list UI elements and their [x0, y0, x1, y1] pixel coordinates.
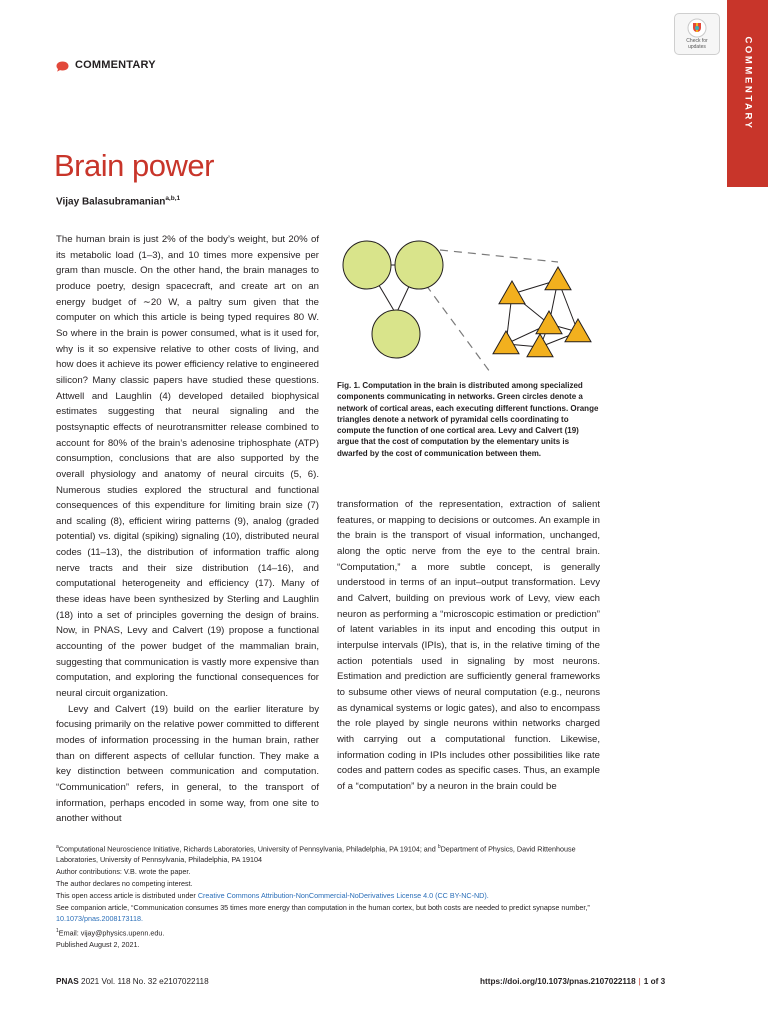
zoom-guide-line — [426, 285, 490, 372]
speech-bubble-icon — [56, 61, 69, 72]
pyramidal-cell-triangle — [499, 281, 525, 304]
companion-doi-link[interactable]: 10.1073/pnas.2008173118. — [56, 913, 143, 923]
pyramidal-cell-triangle — [527, 334, 553, 357]
affiliations-footnote: $^a$Computational Neuroscience Initiative, Richards Laboratories, University of Pennsylvania, Philadelphia, PA 19104; and $^b$Department of Physics, David Rittenhouse Laboratories, University of Pennsylvania, Philadelphia, PA 19104 — [56, 844, 576, 864]
license-footnote: This open access article is distributed under Creative Commons Attribution-NonCommercial-NoDerivatives License 4.0 (CC BY-NC-ND). — [56, 891, 489, 901]
paragraph: Levy and Calvert (19) build on the earlier literature by focusing primarily on the relative power committed to different modes of information processing in the human brain, rather than on different aspects of cellular function. They make a key distinction between communication and computation. “Communication” refers, in general, to the transport of information, perhaps encoded in some way, from one site to another without — [56, 703, 319, 825]
zoom-guide-line — [440, 250, 558, 262]
license-link[interactable]: Creative Commons Attribution-NonCommercial-NoDerivatives License 4.0 (CC BY-NC-ND). — [197, 891, 489, 901]
journal-name: PNAS — [56, 977, 79, 986]
article-title: Brain power — [54, 148, 214, 183]
author-affiliation-marks: a,b,1 — [165, 195, 181, 202]
paragraph: transformation of the representation, extraction of salient features, or mapping to decisions or outcomes. An example in the brain is the transport of visual information, unchanged, along the optic nerve from the eye to the central brain. “Computation,” a more subtle concept, is generally understood in terms of an input–output transformation. Levy and Calvert, building on previous work of Levy, view each neuron as performing a “microscopic estimation or prediction” of latent variables in its input and encoding this output in interpulse intervals (IPIs), that is, in the relative timing of the action potentials used in signaling by most neurons. Estimation and prediction are sufficiently general frameworks to subsume other views of neural computation (e.g., neurons as dynamical systems or logic gates), and also to encompass the role played by single neurons within networks charged with carrying out a computational function. Likewise, information coding in IPIs includes other possibilities like rate codes and pattern codes as specific cases. Thus, an example of a “computation” by a neuron in the brain could be — [337, 499, 600, 792]
pyramidal-cell-triangle — [536, 311, 562, 334]
figure-caption: Fig. 1. Computation in the brain is distributed among specialized components communicating in networks. Green circles denote a network of cortical areas, each executing different functions. Orange triangles denote a network of pyramidal cells coordinating to compute the function of one cortical area. Levy and Calvert (19) argue that the cost of computation by the elementary units is dwarfed by the cost of communication between them. — [337, 381, 599, 458]
published-date: Published August 2, 2021. — [56, 940, 140, 950]
body-column-left — [56, 232, 319, 827]
cortical-area-circle — [343, 241, 391, 289]
email-footnote: $^1$Email: vijay@physics.upenn.edu. — [56, 927, 165, 938]
pyramidal-cell-triangle — [545, 267, 571, 290]
figure-1-diagram — [330, 232, 610, 372]
section-label: COMMENTARY — [75, 59, 156, 71]
pyramidal-cell-triangle — [493, 331, 519, 354]
cortical-area-circle — [372, 310, 420, 358]
author-name: Vijay Balasubramanian — [56, 196, 166, 208]
check-updates-label: Check for updates — [686, 38, 708, 50]
check-updates-icon — [687, 18, 707, 38]
footnotes — [56, 842, 601, 953]
author-line — [56, 195, 180, 207]
cortical-area-circle — [395, 241, 443, 289]
citation-text: 2021 Vol. 118 No. 32 e2107022118 — [78, 977, 209, 986]
companion-article-footnote: See companion article, “Communication consumes 35 times more energy than computation in the human cortex, but both costs are needed to predict synapse number,” 10.1073/pnas.2008173118. — [56, 903, 590, 923]
body-column-right — [337, 497, 600, 794]
pyramidal-cell-triangles — [493, 267, 591, 357]
doi-link[interactable]: https://doi.org/10.1073/pnas.2107022118 — [480, 977, 636, 986]
section-side-tab — [727, 0, 768, 187]
contributions-footnote: Author contributions: V.B. wrote the paper. — [56, 866, 191, 876]
competing-interest-footnote: The author declares no competing interest. — [56, 879, 193, 888]
doi-footer: https://doi.org/10.1073/pnas.2107022118 | 1 of 3 — [480, 977, 666, 986]
paragraph: The human brain is just 2% of the body’s weight, but 20% of its metabolic load (1–3), and 10 times more expensive per gram than muscle. On the other hand, the brain manages to produce poetry, design spacecraft, and create art on an energy budget of ∼20 W, a paltry sum given that the computer on which this article is being typed requires 80 W. So where in the brain is power consumed, what is it used for, why is it so expensive relative to other costs of living, and how does it achieve its power efficiency relative to engineered silicon? Many classic papers have studied these questions. Attwell and Laughlin (4) developed detailed biophysical estimates suggesting that neural signaling and the postsynaptic effects of neurotransmitter release combined to account for 80% of the brain’s adenosine triphosphate (ATP) consumption, conclusions that are also supported by the overall physiology and anatomy of neural circuits (5, 6). Numerous studies explored the structural and functional consequences of this expenditure for limiting brain size (7) and scaling (8), efficient wiring patterns (9), analog (graded potential) vs. digital (spiking) signaling (10), distributed neural codes (11–13), the distribution of information traffic along nerve tracts and their size distribution (14–16), and computational heterogeneity and efficiency (17). Many of these ideas have been synthesized by Sterling and Laughlin (18) into a set of principles governing the design of brains. Now, in PNAS, Levy and Calvert (19) propose a functional accounting of the power budget of the mammalian brain, suggesting that communication is vastly more expensive than computation, and exploring the functional consequences for neural circuit organization. — [56, 234, 319, 700]
side-tab-label: COMMENTARY — [742, 36, 753, 131]
cortical-area-network — [343, 241, 558, 372]
check-for-updates-badge[interactable] — [674, 13, 720, 55]
page-number: 1 of 3 — [643, 977, 666, 986]
pyramidal-cell-triangle — [565, 319, 591, 342]
journal-citation — [56, 977, 209, 986]
